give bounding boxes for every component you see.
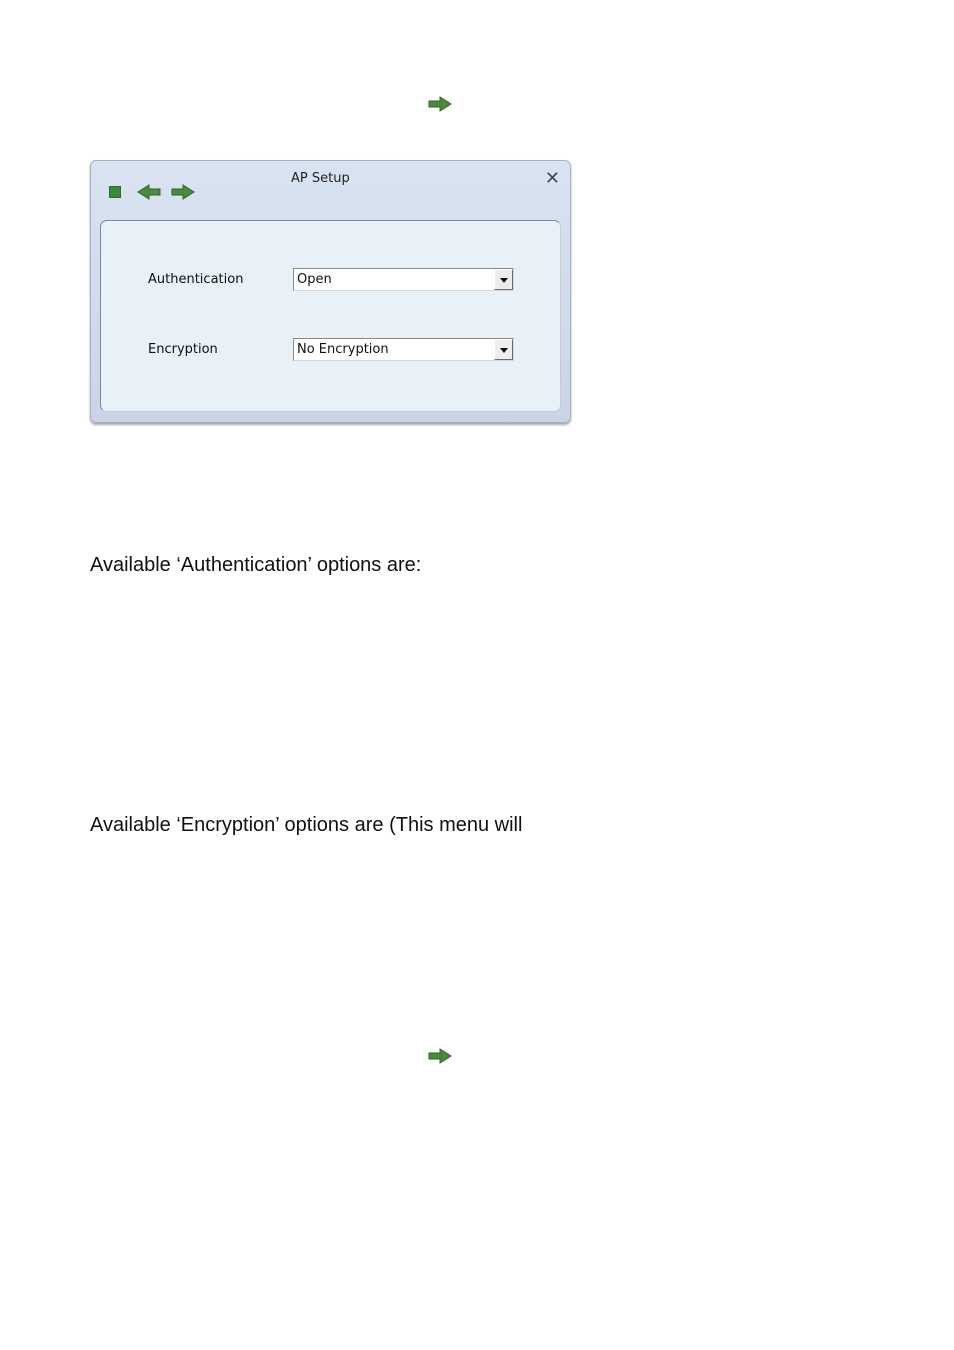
close-icon[interactable]: ✕ — [544, 168, 560, 189]
authentication-label: Authentication — [148, 272, 244, 287]
chevron-down-icon — [500, 348, 508, 353]
stop-icon[interactable] — [109, 186, 121, 198]
arrow-left-icon[interactable] — [137, 183, 161, 201]
arrow-right-icon — [428, 96, 452, 112]
arrow-right-icon — [428, 1048, 452, 1064]
encryption-value: No Encryption — [297, 342, 389, 357]
dialog-content-panel — [100, 220, 561, 412]
authentication-dropdown-button[interactable] — [494, 269, 513, 290]
dialog-titlebar — [91, 161, 570, 219]
encryption-dropdown-button[interactable] — [494, 339, 513, 360]
arrow-right-icon[interactable] — [171, 183, 195, 201]
encryption-label: Encryption — [148, 342, 218, 357]
authentication-options-text: Available ‘Authentication’ options are: — [90, 554, 422, 576]
chevron-down-icon — [500, 278, 508, 283]
authentication-value: Open — [297, 272, 332, 287]
ap-setup-dialog — [90, 160, 571, 423]
encryption-options-text: Available ‘Encryption’ options are (This menu will — [90, 814, 523, 836]
dialog-title: AP Setup — [291, 171, 350, 186]
authentication-select[interactable] — [293, 268, 514, 291]
encryption-select[interactable] — [293, 338, 514, 361]
